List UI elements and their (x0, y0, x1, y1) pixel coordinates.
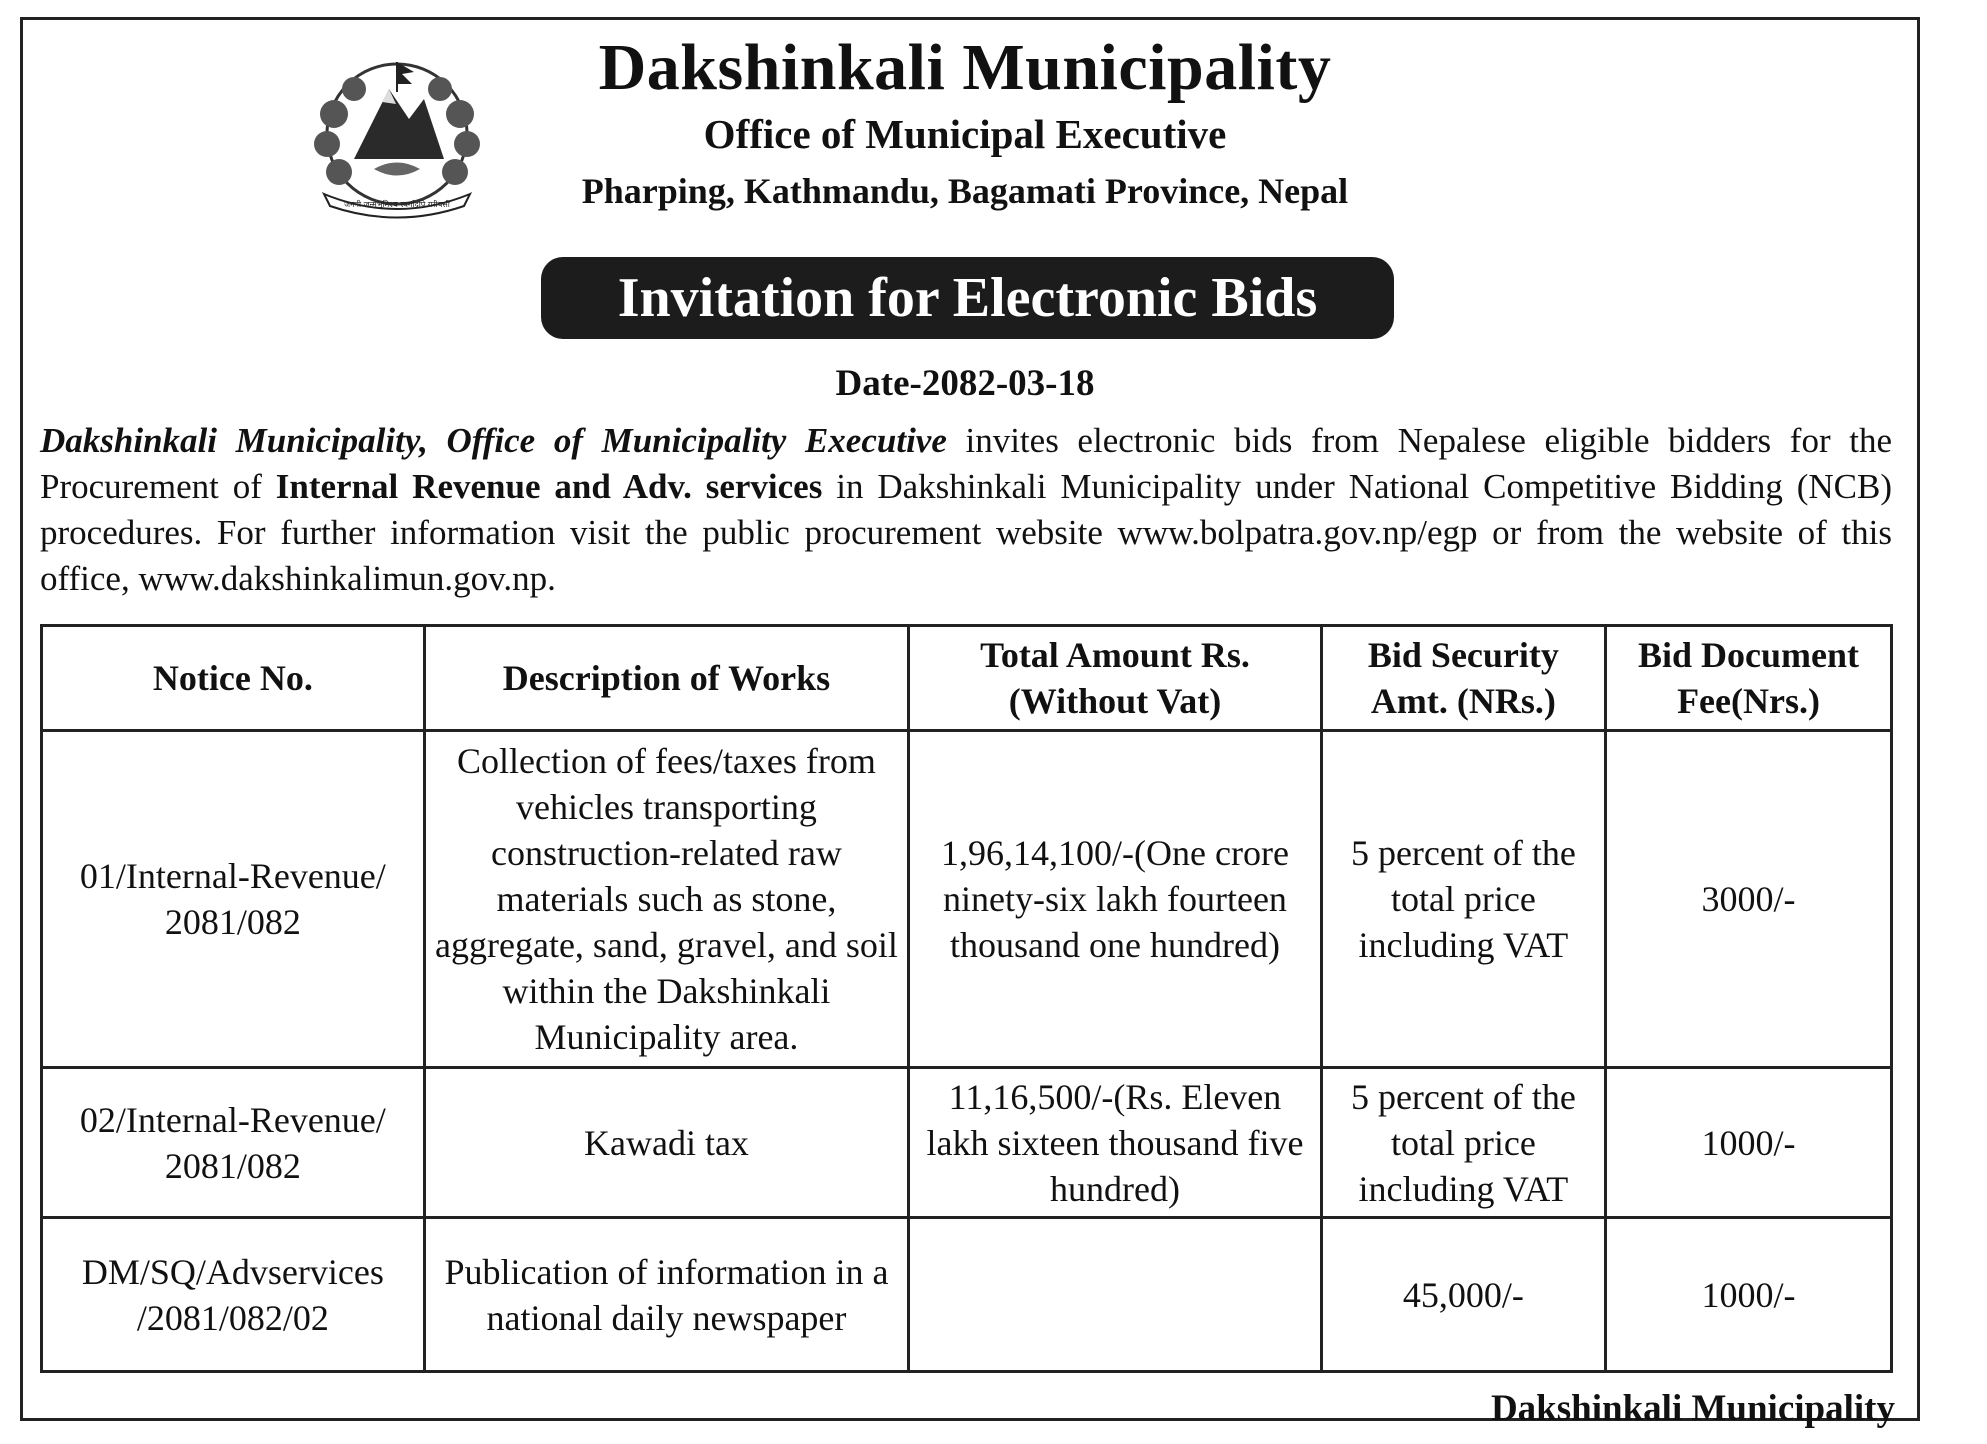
intro-org: Dakshinkali Municipality, Office of Municipality Executive (40, 421, 947, 460)
cell-total-amount (909, 1218, 1322, 1372)
intro-text-2: in Dakshinkali Municipality under National Competitive Bidding (NCB) procedures. For further information visit the public procurement website www.bolpatra.gov.np/egp or from the website of this office, www.dakshinkalimun.gov.np. (40, 467, 1892, 598)
table-row (42, 1068, 1892, 1218)
footer-signature: Dakshinkali Municipality (1490, 1388, 1895, 1429)
cell-description: Publication of information in a national daily newspaper (424, 1218, 909, 1372)
intro-text-1: invites electronic bids from Nepalese eligible bidders for the Procurement of (40, 421, 1892, 506)
cell-notice-no: DM/SQ/Advservices /2081/082/02 (42, 1218, 425, 1372)
office-name: Office of Municipal Executive (703, 111, 1227, 157)
municipality-title: Dakshinkali Municipality (598, 31, 1332, 104)
emblem-motto: जननी जन्मभूमिश्च स्वर्गादपि गरीयसी (344, 200, 450, 209)
cell-document-fee: 1000/- (1606, 1218, 1892, 1372)
cell-bid-security: 5 percent of the total price including VAT (1321, 1068, 1605, 1218)
cell-total-amount: 11,16,500/-(Rs. Eleven lakh sixteen thousand five hundred) (909, 1068, 1322, 1218)
cell-bid-security: 5 percent of the total price including VAT (1321, 731, 1605, 1068)
cell-bid-security: 45,000/- (1321, 1218, 1605, 1372)
cell-notice-no: 02/Internal-Revenue/ 2081/082 (42, 1068, 425, 1218)
table-header-row (42, 626, 1892, 731)
header-total-amount: Total Amount Rs. (Without Vat) (909, 626, 1322, 731)
table-row (42, 1218, 1892, 1372)
header-notice-no: Notice No. (42, 626, 425, 731)
header-document-fee: Bid Document Fee(Nrs.) (1606, 626, 1892, 731)
header-bid-security: Bid Security Amt. (NRs.) (1321, 626, 1605, 731)
header-description: Description of Works (424, 626, 909, 731)
cell-notice-no: 01/Internal-Revenue/ 2081/082 (42, 731, 425, 1068)
office-address: Pharping, Kathmandu, Bagamati Province, Nepal (581, 171, 1349, 211)
cell-description: Kawadi tax (424, 1068, 909, 1218)
cell-description: Collection of fees/taxes from vehicles transporting construction-related raw materials such as stone, aggregate, sand, gravel, and soil within the Dakshinkali Municipality area. (424, 731, 909, 1068)
cell-document-fee: 3000/- (1606, 731, 1892, 1068)
intro-service: Internal Revenue and Adv. services (275, 467, 823, 506)
intro-paragraph (40, 418, 1892, 602)
notice-heading: Invitation for Electronic Bids (541, 257, 1394, 339)
bids-table (40, 624, 1893, 1373)
notice-date: Date-2082-03-18 (835, 363, 1095, 404)
cell-total-amount: 1,96,14,100/-(One crore ninety-six lakh fourteen thousand one hundred) (909, 731, 1322, 1068)
table-row (42, 731, 1892, 1068)
cell-document-fee: 1000/- (1606, 1068, 1892, 1218)
